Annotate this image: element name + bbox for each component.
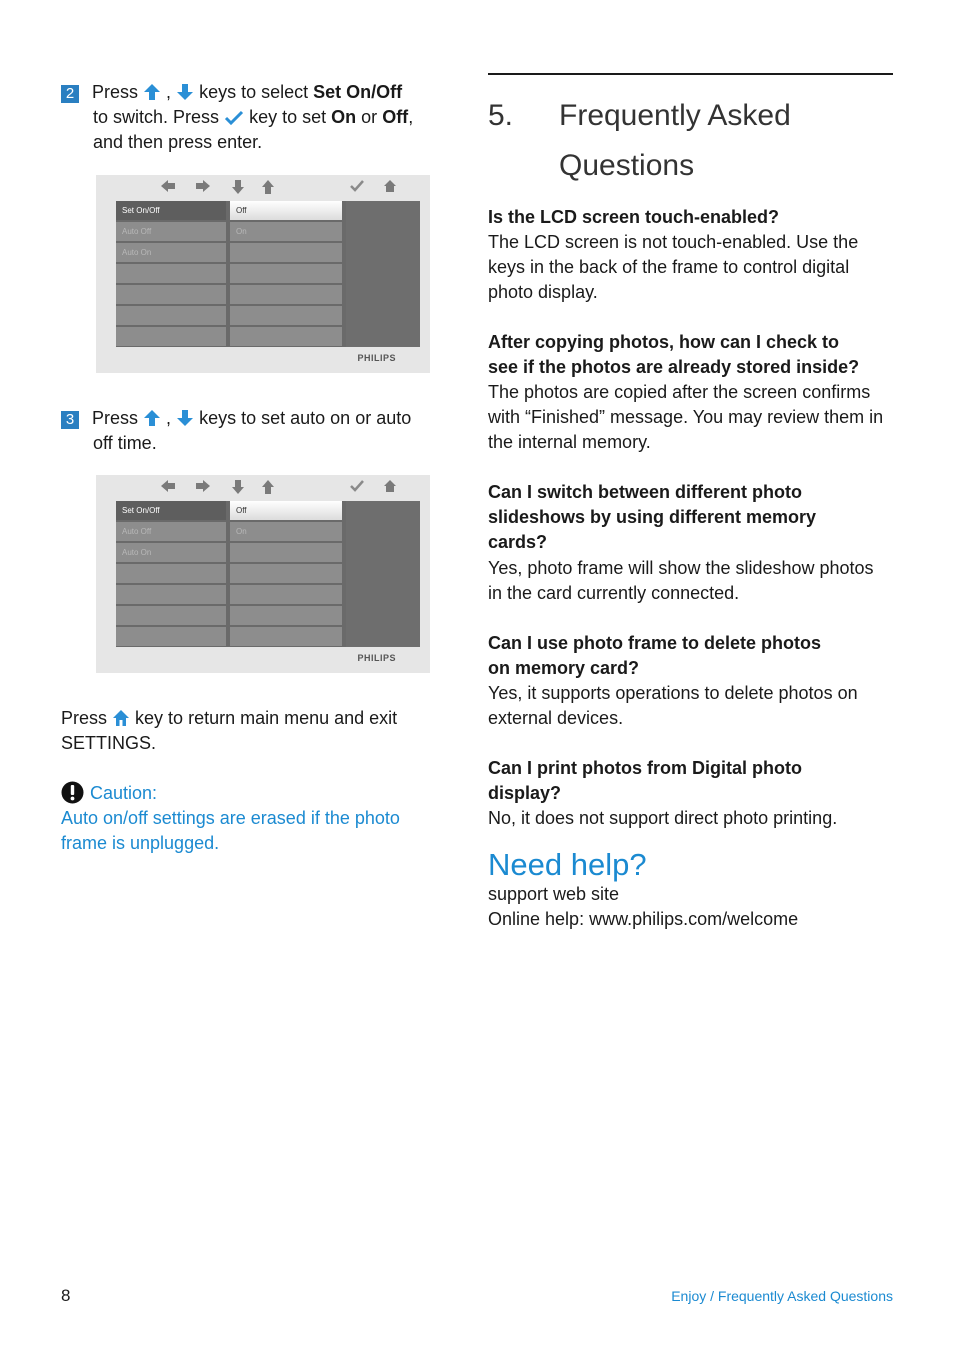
menu-row: On [230,522,342,541]
arrow-up-icon [143,409,161,427]
step2-or: or [361,107,378,127]
step3-comma: , [166,408,172,428]
faq-question [488,330,839,355]
up-arrow-icon [261,179,275,195]
step2-bold: Set On/Off [313,82,403,102]
faq-answer: The LCD screen is not touch-enabled. Use the [488,232,859,252]
menu-row [230,306,342,325]
faq-question-text: cards? [488,532,548,552]
menu-row [116,606,226,625]
step3-press: Press [92,408,139,428]
menu-row [230,585,342,604]
menu-row [230,327,342,346]
philips-logo: PHILIPS [357,653,396,663]
menu-row [230,543,342,562]
right-arrow-icon [195,479,211,493]
menu-row [230,264,342,283]
faq-question [488,480,802,505]
menu-row [116,585,226,604]
menu-row [116,285,226,304]
screen-toolbar [96,475,430,499]
left-arrow-icon [160,179,176,193]
faq-answer: photo display. [488,282,598,302]
menu-row: Auto Off [116,522,226,541]
faq-answer: external devices. [488,708,624,728]
step2-l2-text: to switch. Press [93,107,220,127]
caution-heading [61,781,157,806]
menu-row [230,627,342,646]
section-title-line2: Questions [559,149,695,182]
need-help-heading: Need help? [488,847,647,882]
menu-row: Set On/Off [116,201,226,220]
section-number: 5. [488,99,514,132]
menu-row [116,564,226,583]
caution-label: Caution: [90,783,158,803]
step2-text: keys to select [199,82,309,102]
faq-question [488,781,561,806]
down-arrow-icon [231,179,245,195]
return-line1 [61,706,397,731]
faq-answer: Yes, photo frame will show the slideshow photos [488,558,874,578]
section-rule [488,73,893,75]
faq-question-text: Is the LCD screen touch-enabled? [488,207,780,227]
home-icon [383,179,397,193]
menu-row [116,306,226,325]
left-arrow-icon [160,479,176,493]
help-line1: support web site [488,884,620,904]
step2-line3: and then press enter. [93,132,263,152]
faq-question-text: on memory card? [488,658,640,678]
menu-row [116,327,226,346]
step2-line2 [93,105,413,130]
step-number-3: 3 [61,411,79,429]
screen-mockup-2 [96,475,430,673]
step-number-2: 2 [61,85,79,103]
faq-answer: with “Finished” message. You may review them in [488,407,884,427]
faq-answer: No, it does not support direct photo printing. [488,808,838,828]
menu-row [230,285,342,304]
step2-comma: , [166,82,172,102]
faq-question [488,355,859,380]
return-text: key to return main menu and exit [135,708,398,728]
home-icon [383,479,397,493]
faq-question [488,656,639,681]
faq-question [488,631,821,656]
menu-row: Off [230,501,342,520]
return-line2: SETTINGS. [61,733,157,753]
faq-question [488,530,547,555]
faq-question-text: Can I print photos from Digital photo [488,758,802,778]
faq-answer: in the card currently connected. [488,583,740,603]
check-icon [349,179,365,193]
screen-menu [116,501,420,647]
faq-answer: Yes, it supports operations to delete photos on [488,683,858,703]
menu-row [116,264,226,283]
faq-question-text: After copying photos, how can I check to [488,332,840,352]
menu-row: Set On/Off [116,501,226,520]
faq-question-text: Can I switch between different photo [488,482,803,502]
menu-row [116,627,226,646]
caution-text-line1: Auto on/off settings are erased if the photo [61,808,400,828]
down-arrow-icon [231,479,245,495]
step3-text: keys to set auto on or auto [199,408,412,428]
section-title-line1: Frequently Asked [559,99,791,132]
menu-column-right [230,501,342,647]
menu-row: Auto On [116,243,226,262]
menu-row [230,606,342,625]
faq-question [488,205,779,230]
arrow-down-icon [176,409,194,427]
faq-answer: the internal memory. [488,432,651,452]
faq-question-text: slideshows by using different memory [488,507,817,527]
philips-logo: PHILIPS [357,353,396,363]
return-press: Press [61,708,108,728]
arrow-up-icon [143,83,161,101]
faq-question-text: see if the photos are already stored inside? [488,357,860,377]
menu-preview-panel [346,501,420,647]
step2-on: On [331,107,357,127]
check-icon [349,479,365,493]
step2-press: Press [92,82,139,102]
menu-row [230,564,342,583]
menu-row: Auto On [116,543,226,562]
faq-question [488,505,816,530]
faq-answer: The photos are copied after the screen confirms [488,382,871,402]
screen-toolbar [96,175,430,199]
menu-column-right [230,201,342,347]
screen-mockup-1 [96,175,430,373]
menu-preview-panel [346,201,420,347]
page-number: 8 [61,1286,71,1305]
arrow-down-icon [176,83,194,101]
step3-line1 [92,406,411,431]
menu-row: Off [230,201,342,220]
home-icon [112,709,130,727]
caution-text-line2: frame is unplugged. [61,833,220,853]
menu-row: Auto Off [116,222,226,241]
warning-icon [61,781,84,804]
faq-question-text: Can I use photo frame to delete photos [488,633,822,653]
faq-answer: keys in the back of the frame to control digital [488,257,850,277]
menu-column-left [116,201,226,347]
footer-breadcrumb: Enjoy / Frequently Asked Questions [671,1288,893,1304]
step2-l2-comma: , [408,107,414,127]
step2-l2-text2: key to set [249,107,327,127]
up-arrow-icon [261,479,275,495]
check-icon [224,110,244,126]
step3-line2: off time. [93,433,157,453]
menu-row: On [230,222,342,241]
right-arrow-icon [195,179,211,193]
help-link[interactable]: Online help: www.philips.com/welcome [488,909,799,929]
faq-question [488,756,802,781]
screen-menu [116,201,420,347]
step2-off: Off [382,107,409,127]
step2-line1 [92,80,402,105]
faq-question-text: display? [488,783,562,803]
menu-column-left [116,501,226,647]
menu-row [230,243,342,262]
